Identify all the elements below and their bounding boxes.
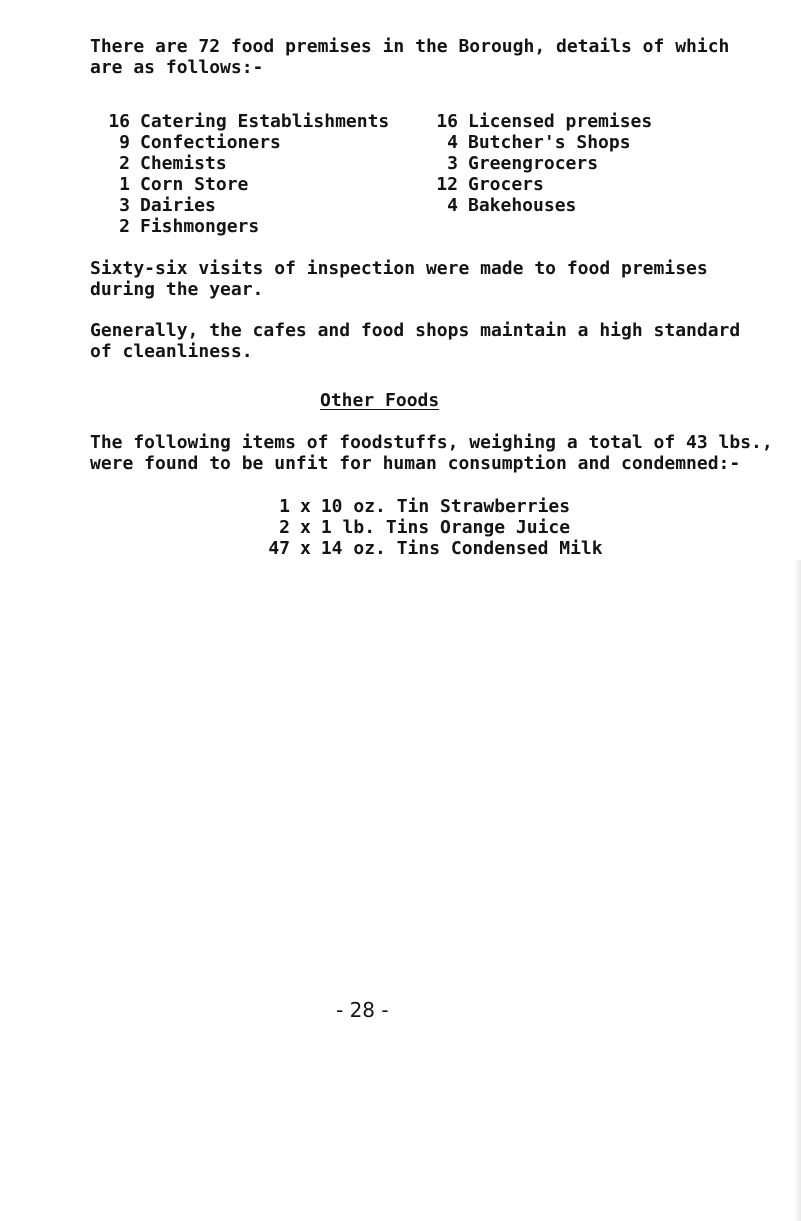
item-count: 2	[279, 517, 290, 538]
cleanliness-line-1: Generally, the cafes and food shops maintain a high standard	[90, 320, 741, 341]
item-multiplier: x	[300, 517, 311, 538]
list-item	[108, 174, 389, 195]
visits-line-2: during the year.	[90, 279, 264, 300]
visits-line-1: Sixty-six visits of inspection were made to food premises	[90, 258, 708, 279]
premises-label: Bakehouses	[468, 195, 577, 216]
page-number: - 28 -	[336, 998, 389, 1022]
intro-paragraph	[90, 36, 770, 78]
premises-list-right	[436, 111, 652, 216]
item-multiplier: x	[300, 496, 311, 517]
premises-label: Catering Establishments	[140, 111, 390, 132]
premises-label: Grocers	[468, 174, 544, 195]
premises-count: 2	[119, 153, 130, 174]
premises-count: 16	[436, 111, 458, 132]
intro-line-2: are as follows:-	[90, 57, 264, 78]
item-multiplier: x	[300, 538, 311, 559]
item-description: 1 lb. Tins Orange Juice	[320, 517, 571, 538]
other-foods-paragraph	[90, 432, 773, 474]
premises-count: 4	[447, 195, 458, 216]
premises-count: 2	[119, 216, 130, 237]
list-item	[108, 132, 389, 153]
cleanliness-paragraph	[90, 320, 770, 362]
list-item	[256, 538, 603, 559]
premises-count: 3	[447, 153, 458, 174]
premises-count: 9	[119, 132, 130, 153]
scan-edge-shadow	[794, 560, 801, 1221]
section-heading-other-foods: Other Foods	[320, 390, 440, 411]
list-item	[108, 195, 389, 216]
premises-label: Chemists	[140, 153, 227, 174]
premises-count: 1	[119, 174, 130, 195]
item-description: 10 oz. Tin Strawberries	[320, 496, 571, 517]
premises-label: Fishmongers	[140, 216, 260, 237]
other-foods-line-1: The following items of foodstuffs, weighing a total of 43 lbs.,	[90, 432, 773, 453]
premises-label: Confectioners	[140, 132, 281, 153]
premises-count: 12	[436, 174, 458, 195]
premises-label: Licensed premises	[468, 111, 653, 132]
premises-list-left	[108, 111, 389, 237]
list-item	[108, 153, 389, 174]
list-item	[256, 496, 603, 517]
premises-label: Greengrocers	[468, 153, 599, 174]
list-item	[108, 216, 389, 237]
list-item	[436, 153, 652, 174]
cleanliness-line-2: of cleanliness.	[90, 341, 253, 362]
list-item	[436, 195, 652, 216]
visits-paragraph	[90, 258, 770, 300]
premises-label: Dairies	[140, 195, 216, 216]
premises-count: 16	[108, 111, 130, 132]
other-foods-line-2: were found to be unfit for human consumption and condemned:-	[90, 453, 741, 474]
item-count: 1	[279, 496, 290, 517]
item-count: 47	[268, 538, 290, 559]
list-item	[108, 111, 389, 132]
intro-line-1: There are 72 food premises in the Borough, details of which	[90, 36, 730, 57]
premises-count: 4	[447, 132, 458, 153]
list-item	[436, 174, 652, 195]
item-description: 14 oz. Tins Condensed Milk	[320, 538, 603, 559]
list-item	[256, 517, 603, 538]
condemned-items-list	[256, 496, 603, 559]
premises-label: Corn Store	[140, 174, 249, 195]
premises-count: 3	[119, 195, 130, 216]
list-item	[436, 111, 652, 132]
premises-label: Butcher's Shops	[468, 132, 631, 153]
list-item	[436, 132, 652, 153]
